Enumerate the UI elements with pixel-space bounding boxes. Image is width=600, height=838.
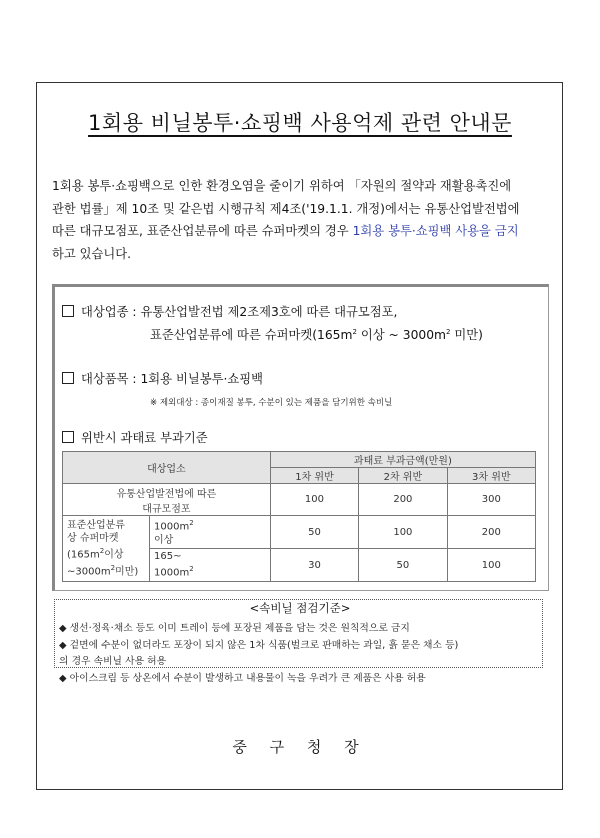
cell-value: 200 [447, 516, 535, 549]
checkbox-icon [62, 372, 74, 384]
cell-value: 200 [359, 484, 447, 516]
target-business-line: 대상업종 : 유통산업발전법 제2조제3호에 따른 대규모점포, [62, 302, 397, 320]
size-cell: $1000m^2$ 이상 [150, 516, 271, 549]
highlight-text: 1회용 봉투·쇼핑백 사용을 금지 [352, 224, 519, 238]
cell-value: 50 [359, 549, 447, 582]
checkbox-icon [62, 431, 74, 443]
fines-heading: 위반시 과태료 부과기준 [62, 428, 208, 446]
criteria-item: ◆ 아이스크림 등 상온에서 수분이 발생하고 내용물이 녹을 우려가 큰 제품은 사용 허용 [59, 673, 426, 684]
criteria-item: 의 경우 속비닐 사용 허용 [59, 656, 167, 667]
header-second: 2차 위반 [359, 468, 447, 484]
intro-line: 따른 대규모점포, 표준산업분류에 따른 슈퍼마켓의 경우 1회용 봉투·쇼핑백 사용을 금지 [52, 224, 519, 238]
header-amount: 과태료 부과금액(만원) [270, 452, 535, 468]
criteria-title: <속비닐 점검기준> [249, 601, 351, 615]
group-name: 표준산업분류 상 슈퍼마켓 ($165m^2$이상 $\sim 3000m^2$미만) [63, 516, 150, 582]
cell-value: 300 [447, 484, 535, 516]
cell-value: 50 [270, 516, 358, 549]
intro-line: 하고 있습니다. [52, 246, 132, 261]
page-title: 1회용 비닐봉투·쇼핑백 사용억제 관련 안내문 [88, 111, 512, 135]
cell-value: 100 [359, 516, 447, 549]
table-row [63, 484, 536, 516]
size-cell: 165~ $1000m^2$ [150, 549, 271, 582]
header-third: 3차 위반 [447, 468, 535, 484]
row-name: 유통산업발전법에 따른 대규모점포 [63, 484, 271, 516]
criteria-item: ◆ 생선·정육·채소 등도 이미 트레이 등에 포장된 제품을 담는 것은 원칙적으로 금지 [59, 623, 410, 634]
checkbox-icon [62, 305, 74, 317]
header-target: 대상업소 [63, 452, 271, 484]
cell-value: 100 [447, 549, 535, 582]
criteria-item: ◆ 겉면에 수분이 없더라도 포장이 되지 않은 1차 식품(벌크로 판매하는 과일, 흙 묻은 채소 등) [59, 640, 459, 651]
cell-value: 30 [270, 549, 358, 582]
signature: 중 구 청 장 [232, 738, 368, 756]
intro-line: 관한 법률」제 10조 및 같은법 시행규칙 제4조('19.1.1. 개정)에서는 유통산업발전법에 [52, 201, 520, 216]
fines-table [62, 451, 536, 582]
exclusion-note: ※ 제외대상 : 종이재질 봉투, 수분이 있는 제품을 담기위한 속비닐 [150, 398, 393, 408]
header-first: 1차 위반 [270, 468, 358, 484]
table-row [63, 516, 536, 549]
cell-value: 100 [270, 484, 358, 516]
target-items-line: 대상품목 : 1회용 비닐봉투·쇼핑백 [62, 369, 263, 387]
intro-paragraph [52, 175, 552, 265]
intro-line: 1회용 봉투·쇼핑백으로 인한 환경오염을 줄이기 위하여 「자원의 절약과 재활용촉진에 [52, 179, 512, 193]
target-business-line2: 표준산업분류에 따른 슈퍼마켓($165m^2$ 이상 ~ $3000m^2$ 미만) [150, 327, 483, 342]
